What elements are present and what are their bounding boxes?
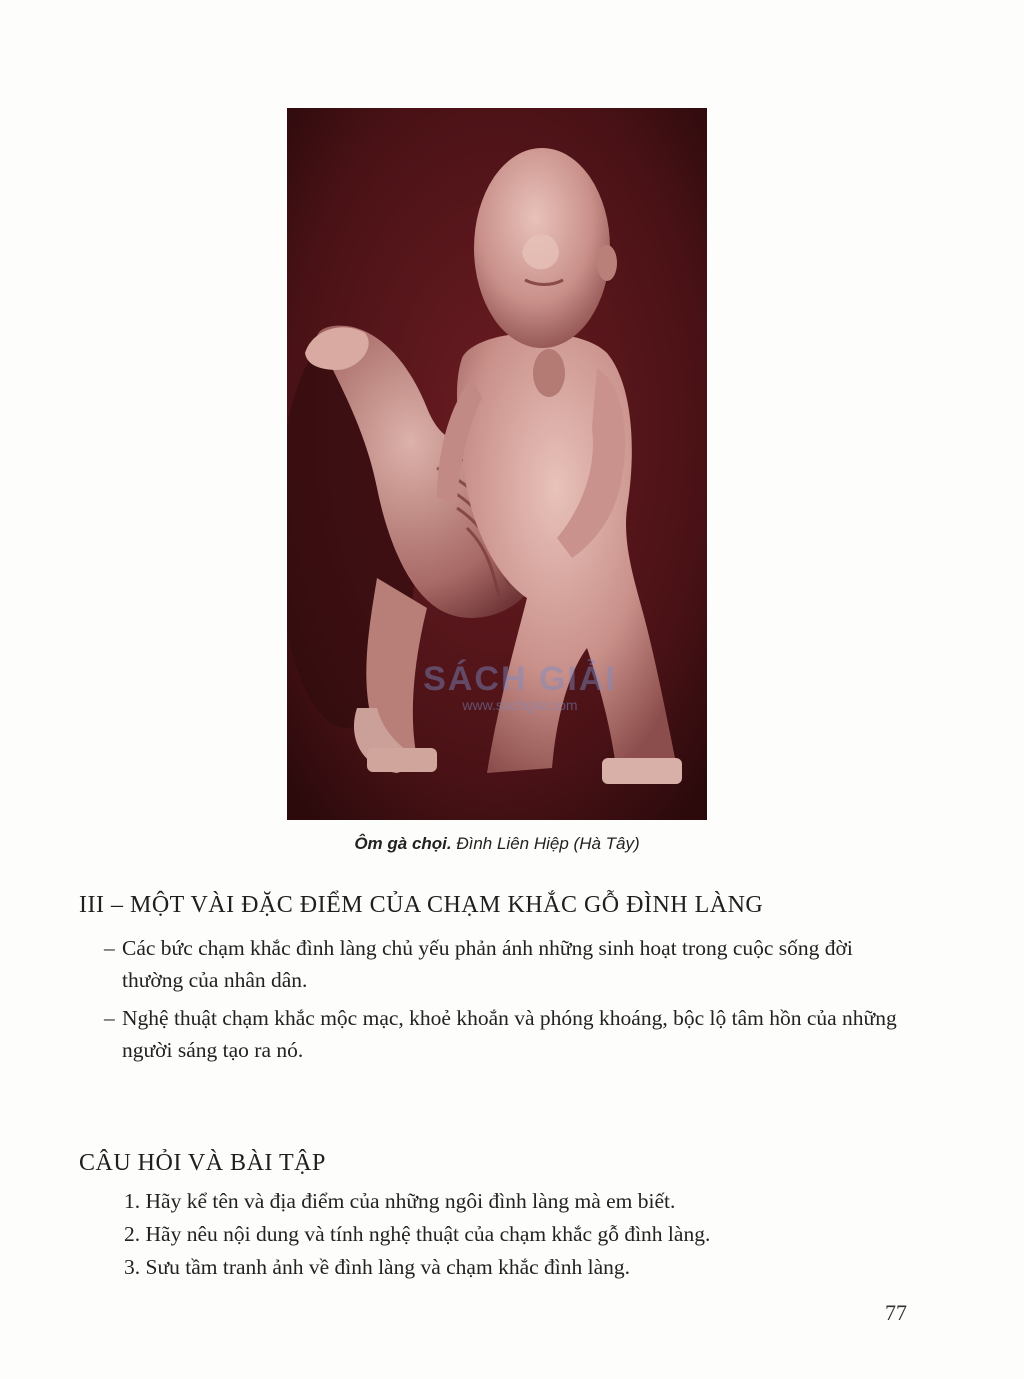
question-item: 3. Sưu tầm tranh ảnh về đình làng và chạm khắc đình làng. [124, 1255, 631, 1279]
bullet-item [104, 1002, 914, 1066]
carving-photo [287, 108, 707, 820]
wood-carving-illustration [287, 108, 707, 820]
bullet-text: Nghệ thuật chạm khắc mộc mạc, khoẻ khoắn và phóng khoáng, bộc lộ tâm hồn của những người sáng tạo ra nó. [122, 1006, 897, 1062]
questions-heading: CÂU HỎI VÀ BÀI TẬP [79, 1150, 326, 1176]
section-heading: III – MỘT VÀI ĐẶC ĐIỂM CỦA CHẠM KHẮC GỖ ĐÌNH LÀNG [79, 892, 764, 918]
bullet-dash: – [104, 1006, 115, 1030]
caption-location: Đình Liên Hiệp (Hà Tây) [451, 834, 640, 853]
bullet-text: Các bức chạm khắc đình làng chủ yếu phản ánh những sinh hoạt trong cuộc sống đời thường của nhân dân. [122, 936, 853, 992]
question-item: 1. Hãy kể tên và địa điểm của những ngôi đình làng mà em biết. [124, 1189, 676, 1213]
watermark-logo-text: SÁCH GIẢI [423, 660, 617, 698]
question-item: 2. Hãy nêu nội dung và tính nghệ thuật của chạm khắc gỗ đình làng. [124, 1222, 711, 1246]
page-number: 77 [885, 1300, 907, 1325]
bullet-dash: – [104, 936, 115, 960]
figure-caption [287, 834, 707, 854]
question-list [124, 1185, 904, 1284]
watermark-url: www.sachgiai.com [462, 697, 578, 713]
bullet-item [104, 932, 914, 996]
caption-title: Ôm gà chọi. [354, 834, 452, 853]
